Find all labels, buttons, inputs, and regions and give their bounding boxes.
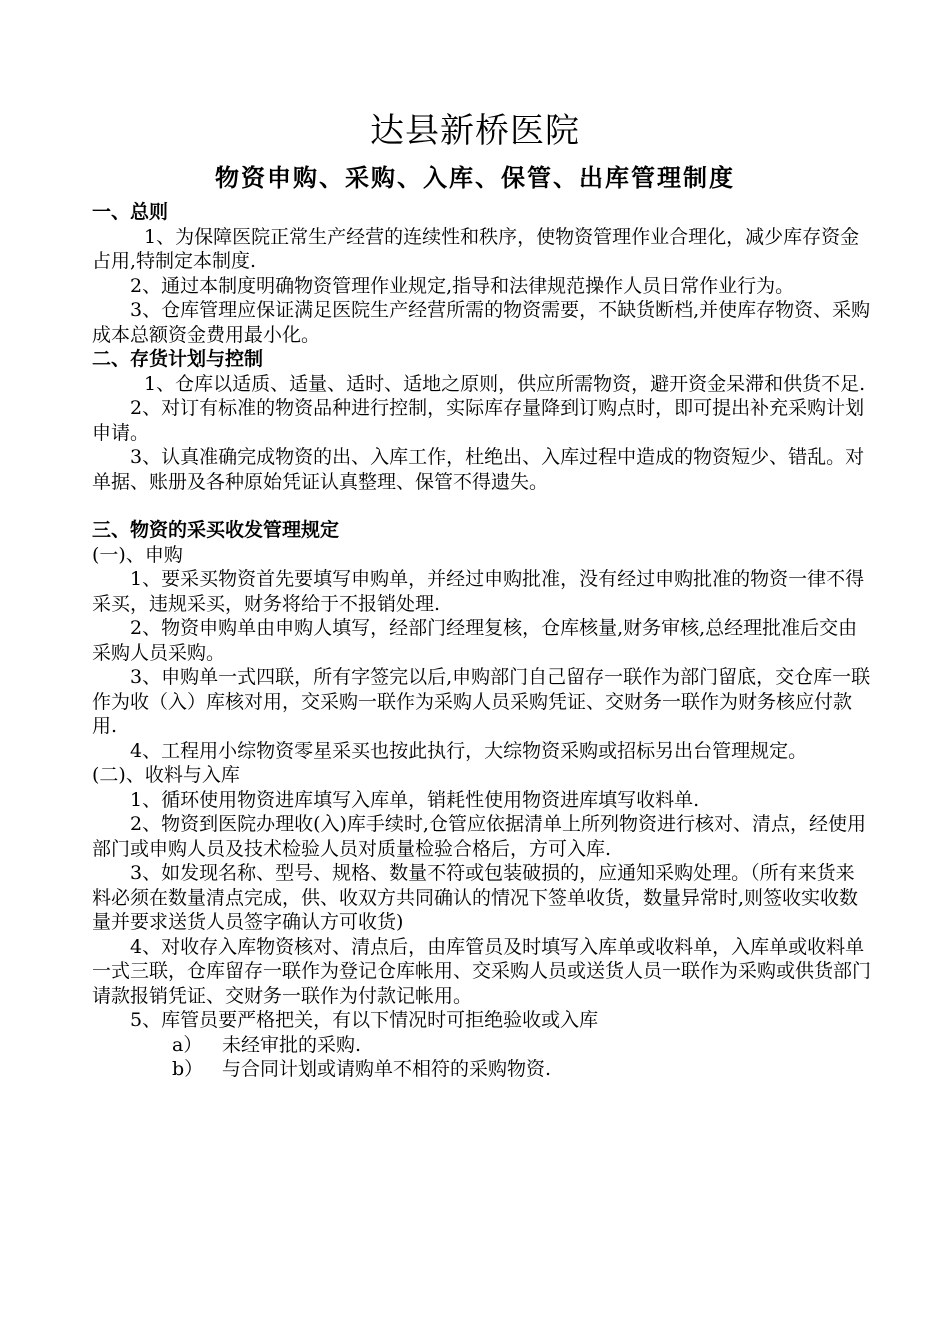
spacer [92,494,872,518]
list-item [172,1057,872,1082]
paragraph: 1、为保障医院正常生产经营的连续性和秩序，使物资管理作业合理化，减少库存资金占用,特制定本制度. [92,225,860,272]
document-subtitle: 物资申购、采购、入库、保管、出库管理制度 [215,164,735,192]
list-marker: b） [172,1058,204,1080]
paragraph: 3、仓库管理应保证满足医院生产经营所需的物资需要，不缺货断档,并使库存物资、采购成本总额资金费用最小化。 [92,299,871,346]
document-body [92,200,872,1082]
paragraph: 2、物资申购单由申购人填写，经部门经理复核，仓库核量,财务审核,总经理批准后交由采购人员采购。 [92,617,858,664]
section-heading-procurement-rules: 三、物资的采买收发管理规定 [92,519,340,541]
paragraph: 3、申购单一式四联，所有字签完以后,申购部门自己留存一联作为部门留底，交仓库一联作为收（入）库核对用，交采购一联作为采购人员采购凭证、交财务一联作为财务核应付款用. [92,666,871,737]
list-item [172,1033,872,1058]
paragraph: 3、如发现名称、型号、规格、数量不符或包装破损的，应通知采购处理。（所有来货来料必须在数量清点完成，供、收双方共同确认的情况下签单收货，数量异常时,则签收实收数量并要求送货人员签字确认方可收货) [92,862,859,933]
list-item-text: 未经审批的采购. [222,1033,362,1056]
paragraph: 1、循环使用物资进库填写入库单，销耗性使用物资进库填写收料单. [130,788,700,811]
paragraph: 1、仓库以适质、适量、适时、适地之原则，供应所需物资，避开资金呆滞和供货不足. [144,372,866,395]
section-heading-inventory-plan: 二、存货计划与控制 [92,348,264,370]
paragraph: 2、对订有标准的物资品种进行控制，实际库存量降到订购点时，即可提出补充采购计划申请。 [92,397,865,444]
document-title: 达县新桥医院 [370,111,580,151]
paragraph: 2、通过本制度明确物资管理作业规定,指导和法律规范操作人员日常作业行为。 [130,274,795,297]
subsection-heading-receiving: (二)、收料与入库 [92,764,240,786]
paragraph: 3、认真准确完成物资的出、入库工作，杜绝出、入库过程中造成的物资短少、错乱。对单据、账册及各种原始凭证认真整理、保管不得遗失。 [92,446,865,493]
paragraph: 5、库管员要严格把关，有以下情况时可拒绝验收或入库 [130,1009,599,1031]
paragraph: 4、工程用小综物资零星采买也按此执行，大综物资采购或招标另出台管理规定。 [130,739,808,762]
subsection-heading-requisition: (一)、申购 [92,543,183,566]
paragraph: 4、对收存入库物资核对、清点后，由库管员及时填写入库单或收料单，入库单或收料单一式三联，仓库留存一联作为登记仓库帐用、交采购人员或送货人员一联作为采购或供货部门请款报销凭证、交财务一联作为付款记帐用。 [92,935,872,1007]
list-item-text: 与合同计划或请购单不相符的采购物资. [222,1058,552,1080]
section-heading-general: 一、总则 [92,201,169,223]
paragraph: 1、要采买物资首先要填写申购单，并经过申购批准，没有经过申购批准的物资一律不得采买，违规采买，财务将给于不报销处理. [92,568,865,615]
list-marker: a） [172,1033,203,1056]
paragraph: 2、物资到医院办理收(入)库手续时,仓管应依据清单上所列物资进行核对、清点，经使用部门或申购人员及技术检验人员对质量检验合格后，方可入库. [92,813,866,860]
